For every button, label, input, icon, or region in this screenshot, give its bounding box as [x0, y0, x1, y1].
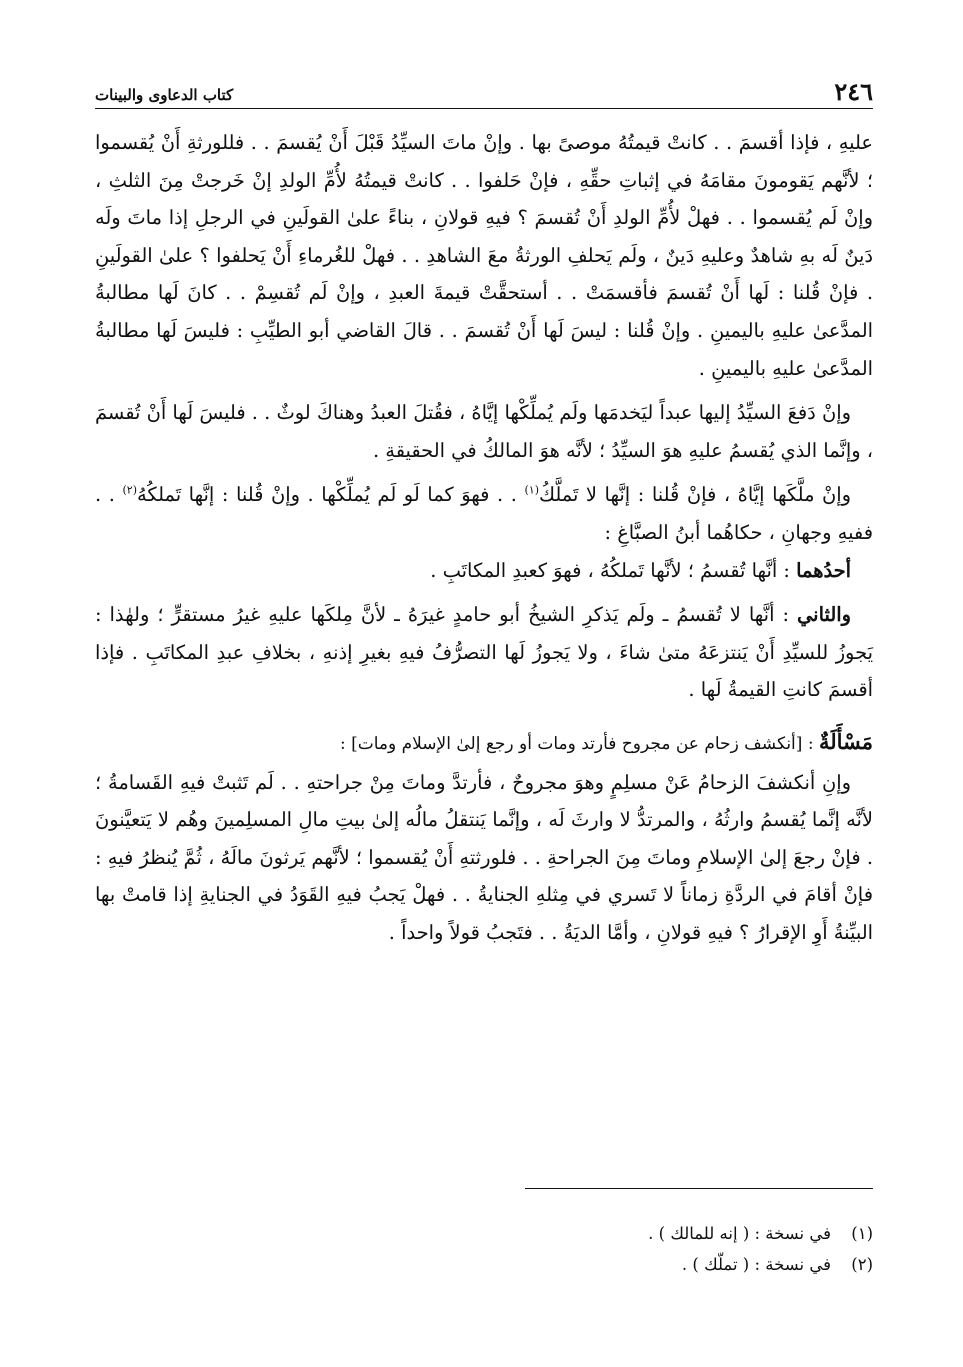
paragraph-text: : أنَّها لا تُقسمُ ـ ولَم يَذكرِ الشيخُ أبو حامدٍ غيرَهُ ـ لأنَّ مِلكَها عليهِ غيرُ مستقرٍّ ؛ ولهٰذا : يَجوزُ للسيِّدِ أَنْ يَنتزعَهُ متىٰ شاءَ ، ولا يَجوزُ لَها التصرُّفُ فيهِ بغيرِ إذنهِ ، بخلافِ عبدِ المكاتَبِ . فإذا أقسمَ كانتِ القيمةُ لَها .	[95, 603, 873, 702]
footnote	[95, 1218, 873, 1249]
lead-word: أحدُهما	[796, 558, 851, 582]
page-header	[95, 76, 873, 109]
footnote-marker: (١)	[524, 483, 539, 497]
footnote-text: في نسخة : ( تملّك ) .	[681, 1255, 831, 1274]
paragraph	[95, 552, 873, 590]
paragraph	[95, 394, 873, 469]
paragraph-text: : أنَّها تُقسمُ ؛ لأنَّها تَملكُهُ ، فهوَ كعبدِ المكاتَبِ .	[430, 558, 797, 582]
footnote-number: (٢)	[851, 1255, 873, 1274]
paragraph-text: وإنِ أنكشفَ الزحامُ عَنْ مسلِمٍ وهوَ مجروحٌ ، فأرتدَّ وماتَ مِنْ جراحتهِ . . لَم تَثبتْ فيهِ القَسامةُ ؛ لأنَّه إنَّما يُقسمُ وارثُهُ ، والمرتدُّ لا وارثَ لَه ، وإنَّما يَنتقلُ مالُه إلىٰ بيتِ مالِ المسلِمينَ وهُم لا يَتعيَّنونَ . فإنْ رجعَ إلىٰ الإسلامِ وماتَ مِنَ الجراحةِ . . فلورثتهِ أَنْ يُقسموا ؛ لأنَّهم يَرثونَ مالَهُ ، ثُمَّ يُنظرُ فيهِ : فإنْ أقامَ في الردَّةِ زماناً لا تَسري في مِثلهِ الجنايةُ . . فهلْ يَجبُ فيهِ القَوَدُ في الجنايةِ إذا قامتْ بها البيِّنةُ أَوِ الإقرارُ ؟ فيهِ قولانِ ، وأمَّا الديَةُ . . فتَجبُ قولاً واحداً .	[95, 770, 873, 944]
footnote	[95, 1249, 873, 1280]
section-heading	[95, 723, 873, 764]
paragraph	[95, 476, 873, 551]
paragraph-text: عليهِ ، فإذا أقسمَ . . كانتْ قيمتُهُ موصىً بها . وإنْ ماتَ السيِّدُ قَبْلَ أَنْ يُقسمَ . . فللورثةِ أَنْ يُقسموا ؛ لأنَّهم يَقومونَ مقامَهُ في إثباتِ حقِّهِ ، فإنْ حَلفوا . . كانتْ قيمتُهُ لأُمِّ الولدِ إنْ خَرجتْ مِنَ الثلثِ ، وإنْ لَم يُقسموا . . فهلْ لأُمِّ الولدِ أَنْ تُقسمَ ؟ فيهِ قولانِ ، بناءً علىٰ القولَينِ في الرجلِ إذا ماتَ ولَه دَينٌ لَه بهِ شاهدٌ وعليهِ دَينٌ ، ولَم يَحلفِ الورثةُ معَ الشاهدِ . . فهلْ للغُرماءِ أَنْ يَحلفوا ؟ علىٰ القولَينِ . فإنْ قُلنا : لَها أَنْ تُقسمَ فأقسمَتْ . . أستحقَّتْ قيمةَ العبدِ ، وإنْ لَم تُقسِمْ . . كانَ لَها مطالبةُ المدَّعىٰ عليهِ باليمينِ . وإنْ قُلنا : ليسَ لَها أَنْ تُقسمَ . . قالَ القاضي أبو الطيِّبِ : فليسَ لَها مطالبةُ المدَّعىٰ عليهِ باليمينِ .	[95, 131, 873, 380]
lead-word: والثاني	[797, 603, 851, 627]
paragraph-text: وإنْ دَفعَ السيِّدُ إليها عبداً ليَخدمَها ولَم يُملِّكْها إيَّاهُ ، فقُتلَ العبدُ وهناكَ لوثٌ . . فليسَ لَها أَنْ تُقسمَ ، وإنَّما الذي يُقسمُ عليهِ هوَ السيِّدُ ؛ لأنَّه هوَ المالكُ في الحقيقةِ .	[95, 401, 873, 462]
page-number: ٢٤٦	[834, 77, 873, 106]
paragraph	[95, 596, 873, 709]
running-title: كتاب الدعاوى والبينات	[95, 86, 234, 104]
footnote-text: في نسخة : ( إنه للمالك ) .	[648, 1224, 831, 1243]
paragraph-text: . . ففيهِ وجهانِ ، حكاهُما أبنُ الصبَّاغِ :	[95, 483, 873, 544]
paragraph-text: . . فهوَ كما لَو لَم يُملِّكْها . وإنْ قُلنا : إنَّها تَملكُهُ	[136, 483, 525, 507]
footnote-number: (١)	[851, 1224, 873, 1243]
paragraph	[95, 764, 873, 952]
footnote-divider	[525, 1188, 873, 1189]
paragraph	[95, 124, 873, 387]
main-text	[95, 124, 873, 951]
heading-text: : [أنكشف زحام عن مجروح فأرتد ومات أو رجع إلىٰ الإسلام ومات] :	[339, 733, 819, 754]
masala-label: مَسْأَلَةٌ	[818, 728, 873, 754]
footnotes	[95, 1218, 873, 1280]
paragraph-text: وإنْ ملَّكَها إيَّاهُ ، فإنْ قُلنا : إنَّها لا تَملَّكُ	[539, 483, 852, 507]
footnote-marker: (٢)	[122, 483, 137, 497]
